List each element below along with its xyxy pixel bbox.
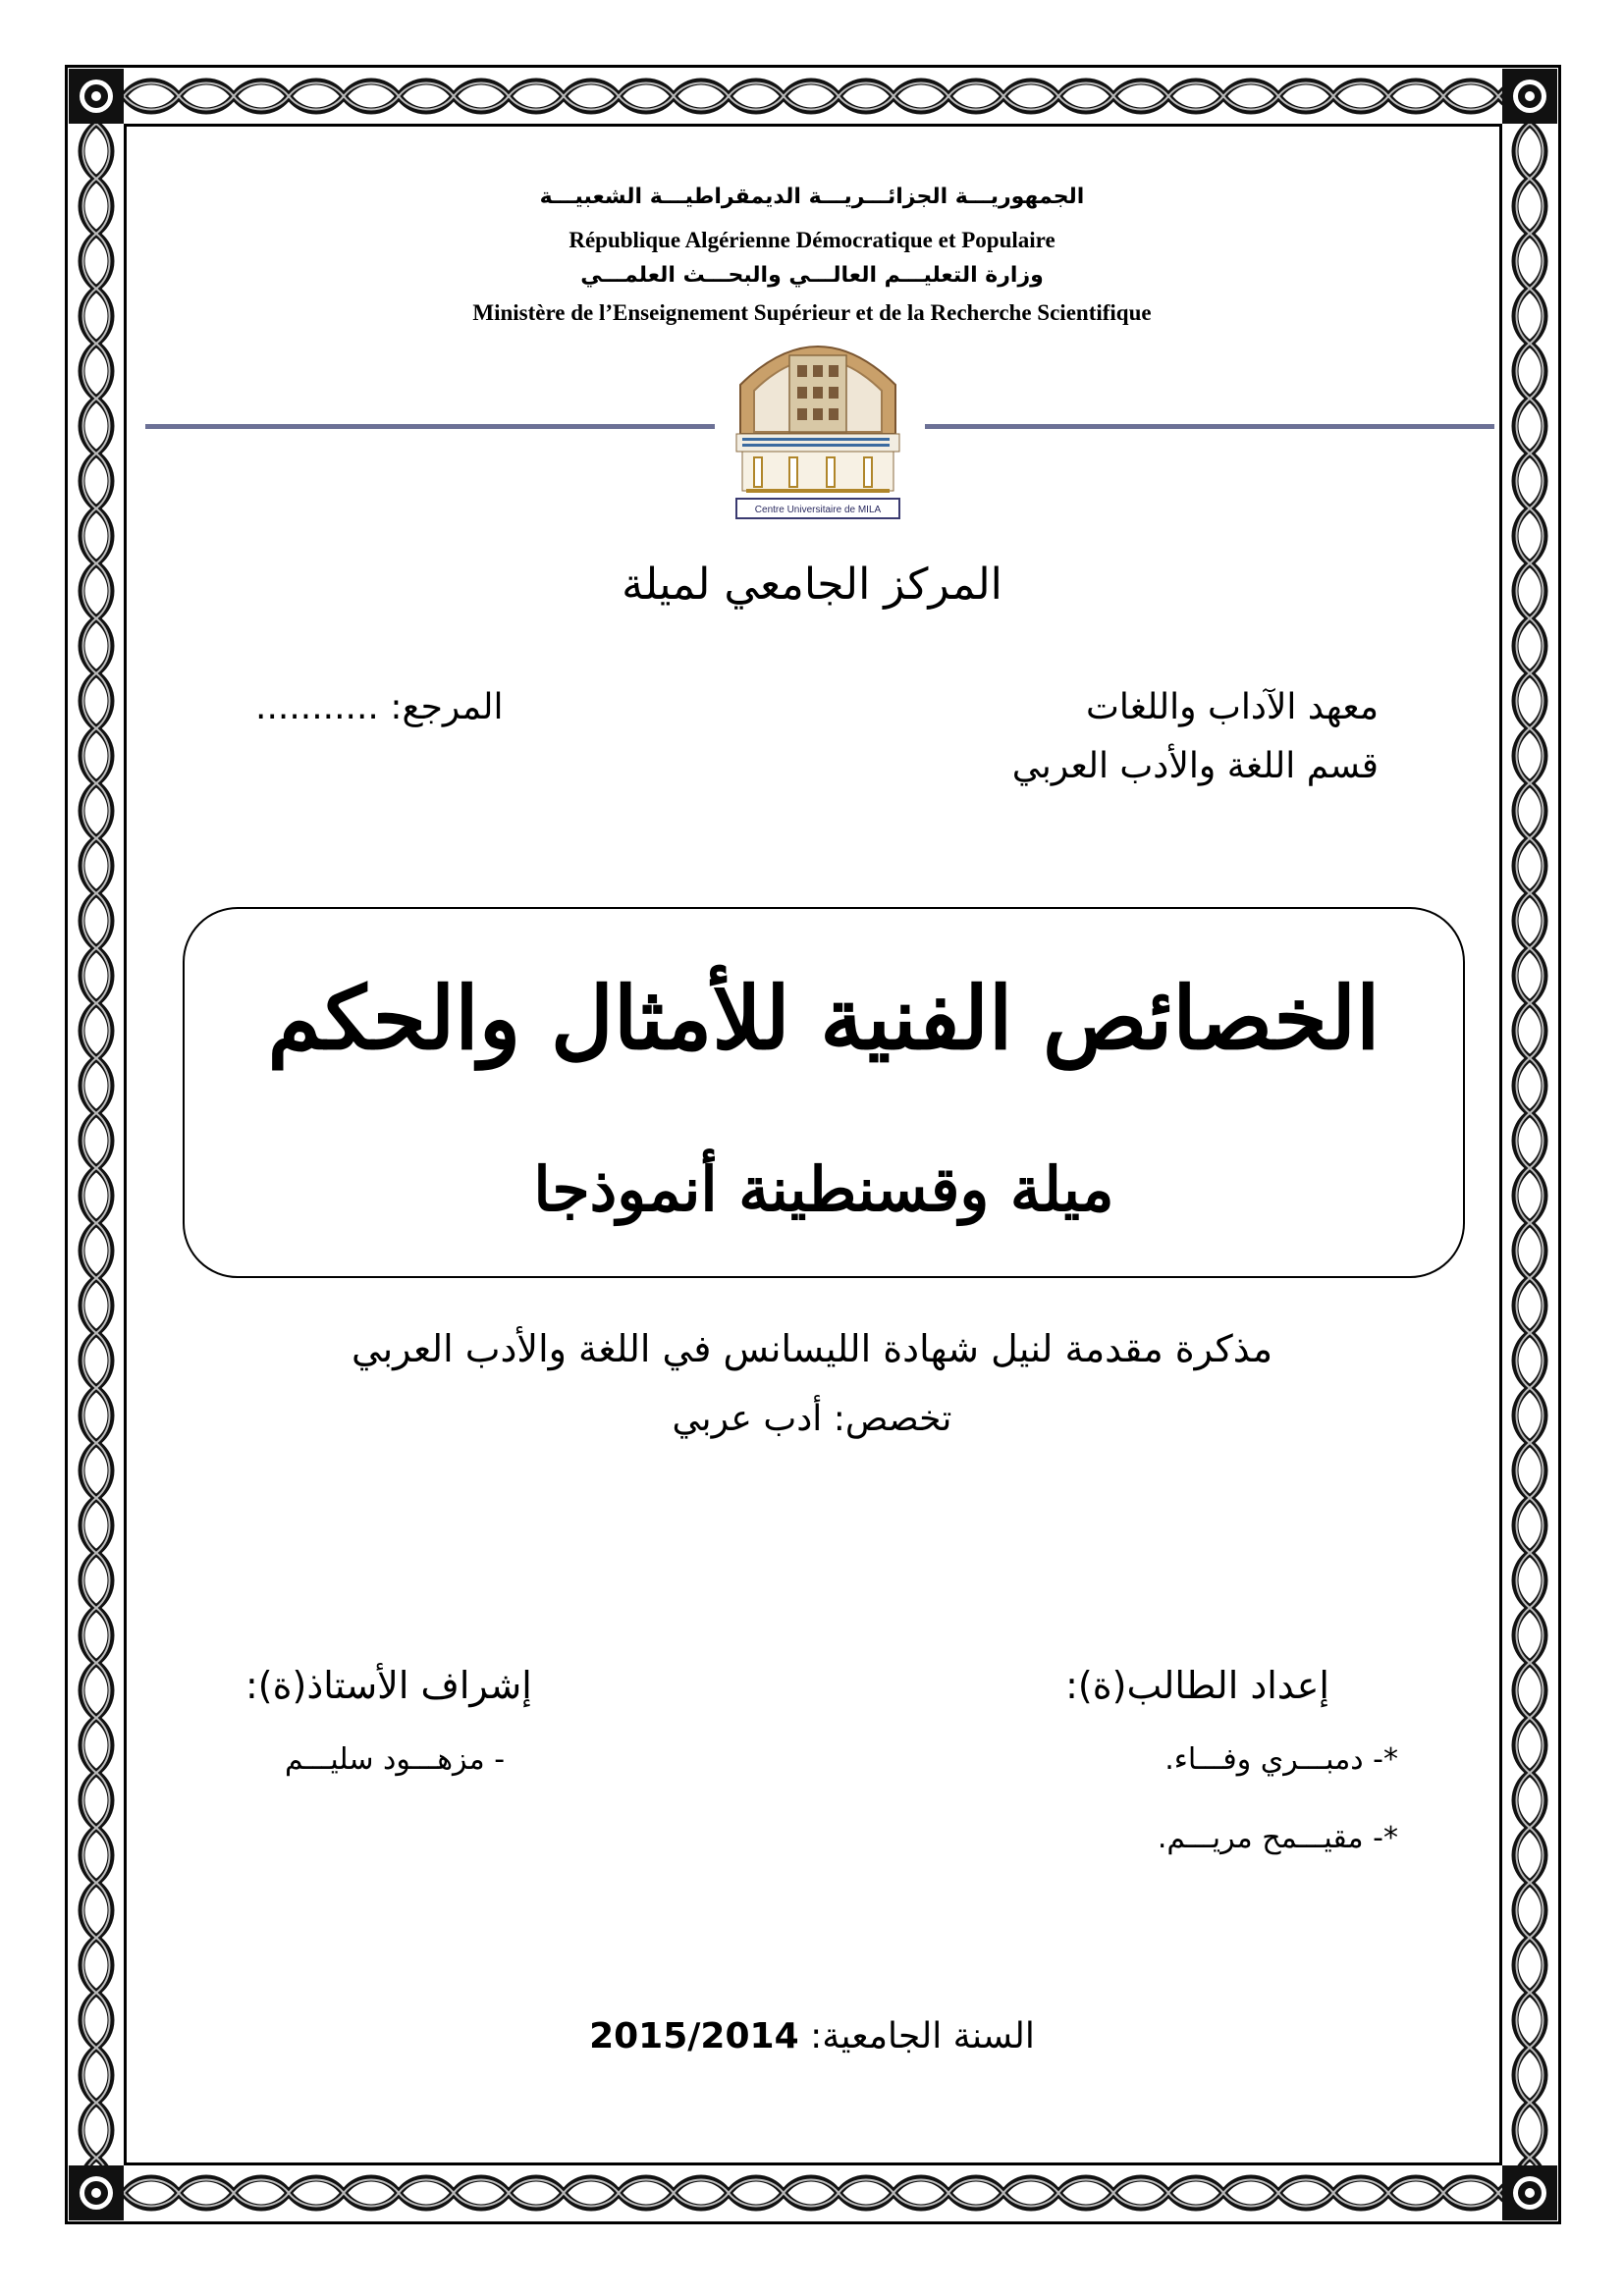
center-name: المركز الجامعي لميلة bbox=[622, 560, 1002, 610]
thesis-title: الخصائص الفنية للأمثال والحكم bbox=[267, 967, 1380, 1069]
corner-ornament-top-right bbox=[1502, 69, 1557, 124]
border-chain-right bbox=[1502, 124, 1557, 2165]
academic-year-label: السنة الجامعية: bbox=[810, 2016, 1035, 2056]
supervision-label: إشراف الأستاذ(ة): bbox=[245, 1664, 532, 1707]
specialization: تخصص: أدب عربي bbox=[672, 1399, 952, 1439]
border-chain-top bbox=[124, 69, 1502, 124]
student-name: *- دمبـــري وفـــاء. bbox=[1164, 1742, 1398, 1777]
corner-ornament-top-left bbox=[69, 69, 124, 124]
memo-statement: مذكرة مقدمة لنيل شهادة الليسانس في اللغة والأدب العربي bbox=[351, 1327, 1273, 1370]
academic-year bbox=[0, 2016, 1624, 2056]
ministry-arabic: وزارة التعليـــم العالـــي والبحـــث العلمـــي bbox=[580, 263, 1044, 288]
corner-ornament-bottom-left bbox=[69, 2165, 124, 2220]
republic-arabic: الجمهوريـــة الجزائـــريـــة الديمقراطيـــة الشعبيـــة bbox=[539, 185, 1085, 209]
department-name: قسم اللغة والأدب العربي bbox=[1011, 746, 1379, 786]
logo-caption: Centre Universitaire de MILA bbox=[754, 505, 882, 515]
header-rule-left bbox=[145, 424, 715, 429]
header-rule-right bbox=[925, 424, 1494, 429]
university-logo bbox=[732, 316, 903, 522]
ministry-french: Ministère de l’Enseignement Supérieur et de la Recherche Scientifique bbox=[472, 300, 1152, 325]
academic-year-value: 2015/2014 bbox=[589, 2016, 799, 2056]
border-chain-bottom bbox=[124, 2165, 1502, 2220]
student-name: *- مقيـــمح مريـــم. bbox=[1157, 1821, 1398, 1855]
supervisor-name: - مزهـــود سليـــم bbox=[285, 1742, 506, 1777]
reference-number: المرجع: ........... bbox=[255, 687, 504, 727]
republic-french: République Algérienne Démocratique et Populaire bbox=[568, 228, 1056, 252]
corner-ornament-bottom-right bbox=[1502, 2165, 1557, 2220]
thesis-subtitle: ميلة وقسنطينة أنموذجا bbox=[533, 1153, 1114, 1225]
prepared-by-label: إعداد الطالب(ة): bbox=[1065, 1664, 1329, 1707]
institute-name: معهد الآداب واللغات bbox=[1086, 687, 1379, 727]
border-chain-left bbox=[69, 124, 124, 2165]
